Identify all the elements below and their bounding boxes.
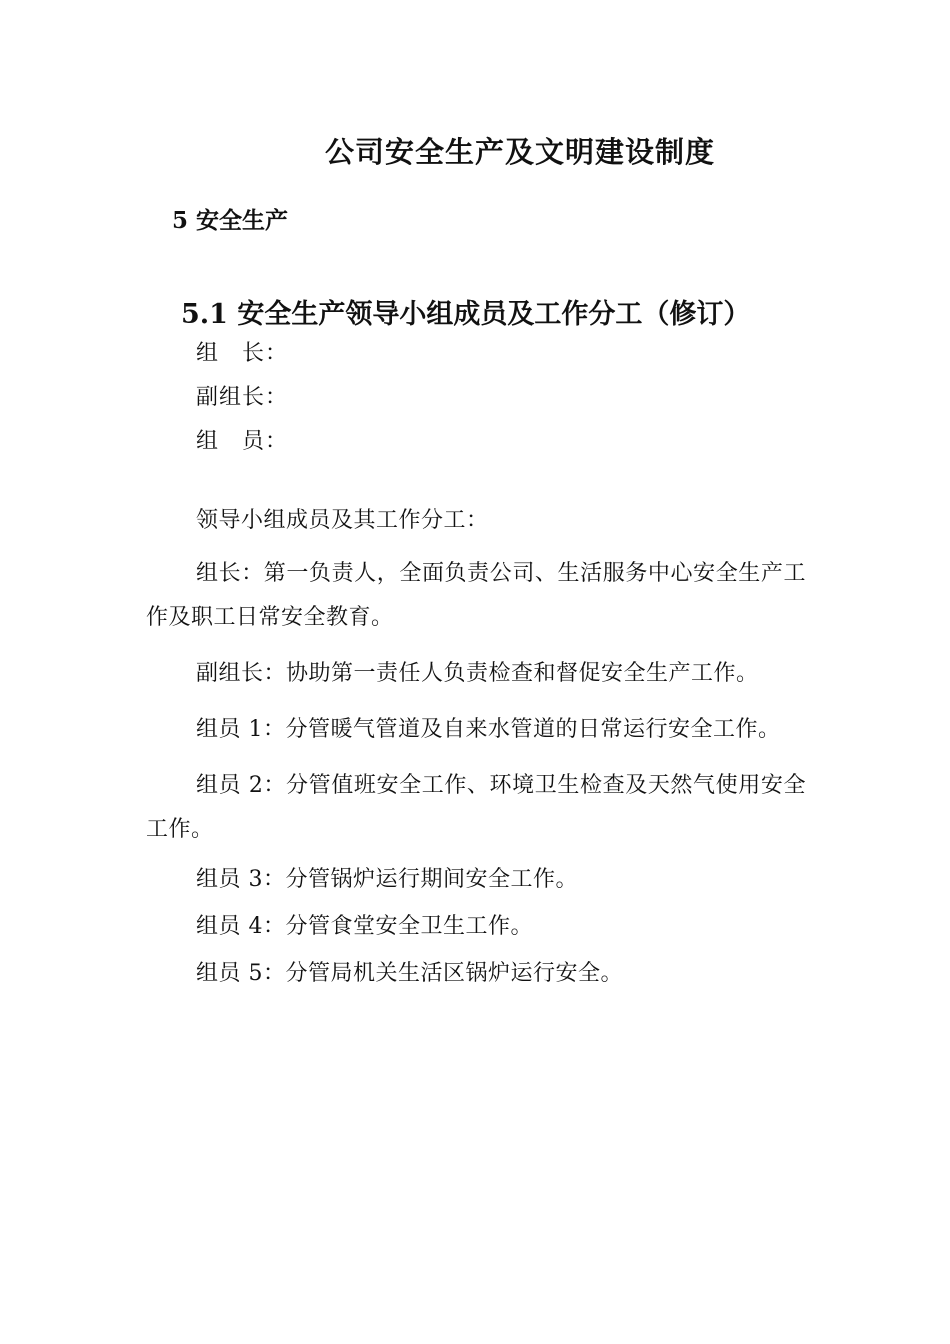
duty-paragraph: 副组长：协助第一责任人负责检查和督促安全生产工作。 xyxy=(196,661,759,686)
member-leader-label: 组 长： xyxy=(196,341,289,366)
section-heading: 5 安全生产 xyxy=(172,207,289,234)
duty-paragraph: 组员 3：分管锅炉运行期间安全工作。 xyxy=(196,867,578,892)
duty-paragraph: 组员 1：分管暖气管道及自来水管道的日常运行安全工作。 xyxy=(196,717,781,742)
document-title: 公司安全生产及文明建设制度 xyxy=(324,135,715,169)
duty-paragraph: 组员 4：分管食堂安全卫生工作。 xyxy=(196,914,533,939)
duties-intro: 领导小组成员及其工作分工： xyxy=(196,508,489,533)
subsection-heading: 5.1 安全生产领导小组成员及工作分工（修订） xyxy=(181,299,751,330)
member-staff-label: 组 员： xyxy=(196,429,289,454)
duties-section xyxy=(146,505,806,1005)
duty-paragraph: 组员 5：分管局机关生活区锅炉运行安全。 xyxy=(196,961,623,986)
member-deputy-label: 副组长： xyxy=(196,385,289,410)
duty-paragraph: 组员 2：分管值班安全工作、环境卫生检查及天然气使用安全工作。 xyxy=(146,773,806,842)
duty-paragraph: 组长：第一负责人，全面负责公司、生活服务中心安全生产工作及职工日常安全教育。 xyxy=(146,561,806,630)
